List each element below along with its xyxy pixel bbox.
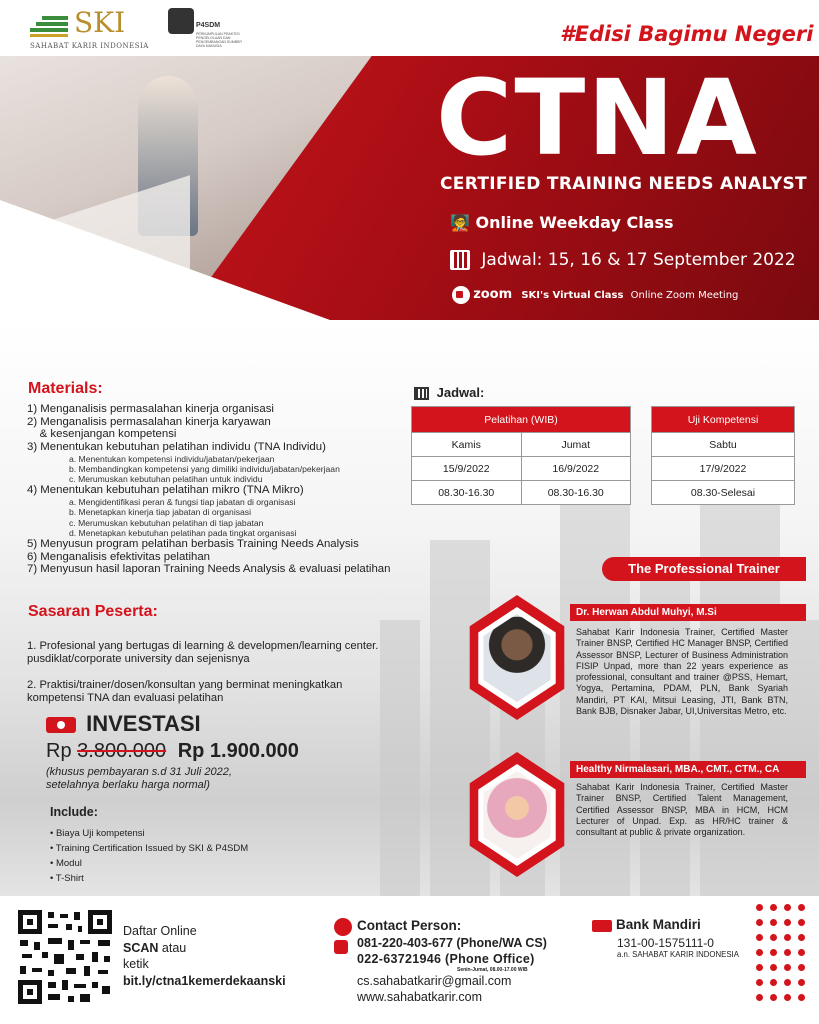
register-scan: SCAN <box>123 940 159 955</box>
material-item: 4) Menentukan kebutuhan pelatihan mikro (TNA Mikro) <box>27 484 304 497</box>
ski-logo-text: SKI <box>74 6 126 39</box>
include-item: • Biaya Uji kompetensi <box>50 828 145 839</box>
class-type-label: Online Weekday Class <box>475 213 674 232</box>
contact-phone1[interactable]: 081-220-403-677 (Phone/WA CS) <box>357 936 547 950</box>
register-or: atau <box>158 940 187 955</box>
decor-dot <box>798 919 805 926</box>
decor-dot <box>784 964 791 971</box>
decor-dot <box>798 934 805 941</box>
decor-dot <box>798 904 805 911</box>
bank-title: Bank Mandiri <box>616 917 701 932</box>
material-item: 6) Menganalisis efektivitas pelatihan <box>27 550 210 563</box>
time-cell: 08.30-16.30 <box>412 481 522 505</box>
ticket-icon <box>46 717 76 733</box>
decor-dot <box>756 979 763 986</box>
decor-dot <box>798 979 805 986</box>
material-item: 1) Menganalisis permasalahan kinerja organisasi <box>27 403 274 415</box>
trainer2-bio: Sahabat Karir Indonesia Trainer, Certified Master Trainer BNSP, Certified Talent Management, Certified Assessor BNSP, MBA in HCM, HCM Lecturer of Unpad. Exp. as HR/HC trainer & consultant at public & private organization. <box>576 782 788 838</box>
decor-dot <box>784 934 791 941</box>
bank-account: 131-00-1575111-0 <box>617 936 714 950</box>
decor-dot <box>770 949 777 956</box>
p4sdm-logo-mark <box>168 8 194 34</box>
schedule-calendar-icon <box>414 387 429 400</box>
decor-dot <box>784 979 791 986</box>
contact-website[interactable]: www.sahabatkarir.com <box>357 990 483 1004</box>
whatsapp-icon <box>334 940 348 954</box>
date-cell: 16/9/2022 <box>521 457 631 481</box>
material-subitem: c. Merumuskan kebutuhan pelatihan untuk individu <box>69 474 263 485</box>
bank-holder: a.n. SAHABAT KARIR INDONESIA <box>617 950 739 959</box>
decor-dot <box>798 949 805 956</box>
trainer1-bio: Sahabat Karir Indonesia Trainer, Certified Master Trainer BNSP, Certified HC Manager BNSP, Certified Assessor BNSP, Lecturer of Business Administration FISIP Unpad, more than 22 years experience as professional, consultant and trainer @PSS, Hemart, Yogya, Pertamina, PDAM, PLN, Bank Syariah Mandiri, PT KAI, Mitsui Leasing, JTI, Bank BTN, Bank BJB, Disnaker Jabar, UI,Universitas Metro, etc. <box>576 627 788 717</box>
register-line3: ketik <box>123 957 149 971</box>
materials-list <box>27 403 417 576</box>
tagline: #Edisi Bagimu Negeri <box>560 22 814 46</box>
register-line2-row <box>123 940 286 957</box>
decor-dot <box>756 994 763 1001</box>
bank-card-icon <box>592 920 612 932</box>
decor-dot <box>770 919 777 926</box>
exam-date-cell: 17/9/2022 <box>652 457 795 481</box>
registration-info <box>123 923 286 989</box>
currency: Rp <box>46 740 72 762</box>
include-item: • Training Certification Issued by SKI & P4SDM <box>50 843 249 854</box>
registration-qr-code[interactable] <box>18 910 112 1004</box>
old-price: 3.800.000 <box>77 740 167 762</box>
decor-dot <box>784 994 791 1001</box>
zoom-icon <box>452 286 470 304</box>
zoom-desc: Online Zoom Meeting <box>630 290 739 301</box>
decor-dot <box>770 904 777 911</box>
decor-dot <box>770 979 777 986</box>
include-item: • Modul <box>50 858 82 869</box>
decor-dot <box>784 904 791 911</box>
material-item: 2) Menganalisis permasalahan kinerja karyawan & kesenjangan kompetensi <box>27 415 271 441</box>
zoom-brand: zoom <box>473 287 513 302</box>
investment-heading <box>46 711 201 737</box>
include-list <box>50 826 248 886</box>
exam-schedule-table <box>651 406 795 505</box>
materials-title: Materials: <box>28 380 103 397</box>
exam-time-cell: 08.30-Selesai <box>652 481 795 505</box>
training-header: Pelatihan (WIB) <box>412 407 631 433</box>
material-subitem: a. Menentukan kompetensi individu/jabatan/pekerjaan <box>69 453 275 464</box>
p4sdm-logo <box>168 8 242 52</box>
material-subitem: d. Menetapkan kebutuhan pelatihan pada tingkat organisasi <box>69 527 297 538</box>
trainers-title: The Professional Trainer <box>602 557 806 581</box>
schedule-title-row <box>414 385 484 400</box>
hero-title: CTNA <box>436 57 759 179</box>
trainer1-name: Dr. Herwan Abdul Muhyi, M.Si <box>570 604 806 621</box>
contact-title: Contact Person: <box>357 918 462 933</box>
p4sdm-logo-subtitle: PERKUMPULAN PRAKTISI PENGELOLAAN DAN PENGEMBANGAN SUMBER DAYA MANUSIA <box>196 32 242 48</box>
trainer2-name: Healthy Nirmalasari, MBA., CMT., CTM., CA <box>570 761 806 778</box>
presenter-icon: 🧑‍🏫 <box>450 213 470 232</box>
time-cell: 08.30-16.30 <box>521 481 631 505</box>
decor-dot <box>798 994 805 1001</box>
schedule-line <box>450 250 796 270</box>
training-schedule-table <box>411 406 631 505</box>
price-row <box>46 740 299 763</box>
include-item: • T-Shirt <box>50 873 84 884</box>
date-cell: 15/9/2022 <box>412 457 522 481</box>
material-subitem: b. Membandingkan kompetensi yang dimiliki individu/jabatan/pekerjaan <box>69 464 340 475</box>
register-line1: Daftar Online <box>123 924 197 938</box>
decor-dot <box>756 904 763 911</box>
participants-title: Sasaran Peserta: <box>28 603 158 620</box>
exam-day-cell: Sabtu <box>652 433 795 457</box>
include-title: Include: <box>50 805 98 819</box>
material-item: 7) Menyusun hasil laporan Training Needs Analysis & evaluasi pelatihan <box>27 563 391 576</box>
decor-dot <box>756 949 763 956</box>
register-link[interactable]: bit.ly/ctna1kemerdekaanski <box>123 973 286 988</box>
ski-logo <box>30 6 155 52</box>
calendar-icon <box>450 250 470 270</box>
exam-header: Uji Kompetensi <box>652 407 795 433</box>
decor-dot <box>770 994 777 1001</box>
participant-item: 2. Praktisi/trainer/dosen/konsultan yang berminat meningkatkan kompetensi TNA dan evaluasi pelatihan <box>27 679 343 704</box>
new-price: Rp 1.900.000 <box>177 740 299 762</box>
contact-phone2[interactable]: 022-63721946 (Phone Office) <box>357 952 535 966</box>
schedule-title: Jadwal: <box>436 385 485 400</box>
office-hours: Senin-Jumat, 08.00-17.00 WIB <box>457 967 528 973</box>
material-subitem: b. Menetapkan kinerja tiap jabatan di organisasi <box>69 507 252 518</box>
virtual-class: SKI's Virtual Class <box>521 290 624 301</box>
decor-dot <box>756 964 763 971</box>
decor-dot <box>770 964 777 971</box>
material-item: 5) Menyusun program pelatihan berbasis Training Needs Analysis <box>27 537 359 550</box>
decor-dot <box>784 949 791 956</box>
day-cell: Jumat <box>521 433 631 457</box>
participants-list <box>27 627 447 718</box>
schedule-label: Jadwal: 15, 16 & 17 September 2022 <box>481 250 796 270</box>
p4sdm-logo-text: P4SDM <box>196 22 221 29</box>
ski-logo-subtitle: SAHABAT KARIR INDONESIA <box>30 42 149 50</box>
material-item: 3) Menentukan kebutuhan pelatihan individu (TNA Individu) <box>27 441 326 454</box>
decorative-dots <box>756 904 808 1014</box>
hero-subtitle: CERTIFIED TRAINING NEEDS ANALYST <box>440 174 807 194</box>
material-subitem: c. Merumuskan kebutuhan pelatihan di tiap jabatan <box>69 517 264 528</box>
participant-item: 1. Profesional yang bertugas di learning & developmen/learning center. pusdiklat/corporate university dan sejenisnya <box>27 640 379 665</box>
day-cell: Kamis <box>412 433 522 457</box>
price-note: (khusus pembayaran s.d 31 Juli 2022, setelahnya berlaku harga normal) <box>46 766 232 791</box>
class-type <box>450 213 674 232</box>
ski-logo-mark <box>30 14 70 38</box>
decor-dot <box>784 919 791 926</box>
decor-dot <box>756 919 763 926</box>
investment-title: INVESTASI <box>86 711 201 736</box>
decor-dot <box>798 964 805 971</box>
contact-email[interactable]: cs.sahabatkarir@gmail.com <box>357 974 512 988</box>
contact-person-icon <box>334 918 352 936</box>
decor-dot <box>756 934 763 941</box>
qr-code-graphic <box>18 910 112 1004</box>
material-subitem: a. Mengidentifikasi peran & fungsi tiap jabatan di organisasi <box>69 497 296 508</box>
zoom-line <box>452 286 738 304</box>
decor-dot <box>770 934 777 941</box>
